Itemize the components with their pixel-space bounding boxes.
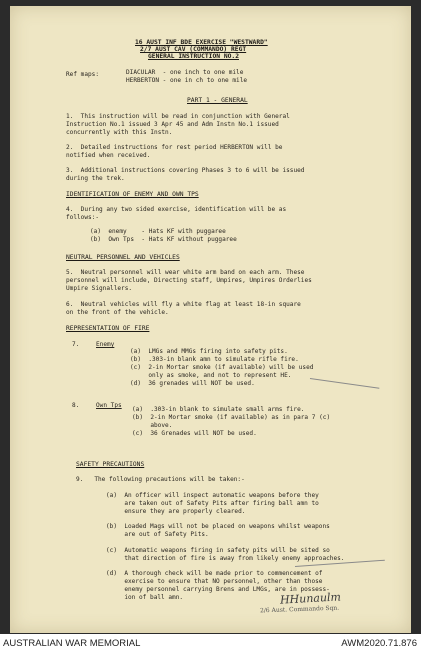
fire-enemy-c-line-1: (c) 2-in Mortar smoke (if available) will be used bbox=[130, 364, 314, 371]
safety-d-line-1: (d) A thorough check will be made prior to commencement of bbox=[106, 570, 323, 577]
footer-accession-number: AWM2020.71.876 bbox=[341, 638, 417, 649]
para-2-line-2: notified when received. bbox=[66, 152, 151, 159]
para-2-line-1: 2. Detailed instructions for rest period HERBERTON will be bbox=[66, 144, 283, 151]
para-6-line-2: on the front of the vehicle. bbox=[66, 309, 169, 316]
para-8-number: 8. bbox=[72, 402, 80, 409]
part1-heading: PART 1 - GENERAL bbox=[187, 97, 248, 104]
para-4-line-2: follows:- bbox=[66, 214, 100, 221]
para-9-line: 9. The following precautions will be taken:- bbox=[76, 476, 245, 483]
para-6-line-1: 6. Neutral vehicles will fly a white flag at least 18-in square bbox=[66, 301, 301, 308]
signature: HHunaulm bbox=[279, 590, 342, 607]
own-tps-subheading: Own Tps bbox=[96, 402, 122, 409]
pencil-mark bbox=[310, 378, 379, 389]
para-3-line-1: 3. Additional instructions covering Phases 3 to 6 will be issued bbox=[66, 167, 305, 174]
fire-heading: REPRESENTATION OF FIRE bbox=[66, 325, 150, 332]
header-line-1: 16 AUST INF BDE EXERCISE "WESTWARD" bbox=[135, 39, 268, 46]
safety-a-line-1: (a) An officer will inspect automatic weapons before they bbox=[106, 492, 319, 499]
header-line-3: GENERAL INSTRUCTION NO.2 bbox=[148, 53, 239, 60]
safety-b-line-2: are out of Safety Pits. bbox=[106, 531, 209, 538]
neutral-heading: NEUTRAL PERSONNEL AND VEHICLES bbox=[66, 254, 180, 261]
para-3-line-2: during the trek. bbox=[66, 175, 125, 182]
fire-enemy-a: (a) LMGs and MMGs firing into safety pits. bbox=[130, 348, 288, 355]
safety-d-line-3: enemy personnel carrying Brens and LMGs, are in possess- bbox=[106, 586, 330, 593]
safety-c-line-1: (c) Automatic weapons firing in safety pits will be sited so bbox=[106, 547, 330, 554]
para-5-line-2: personnel will include, Directing staff, Umpires, Umpires Orderlies bbox=[66, 277, 312, 284]
fire-own-b-line-2: above. bbox=[132, 422, 173, 429]
safety-d-line-2: exercise to ensure that NO personnel, other than those bbox=[106, 578, 323, 585]
para-1-line-3: concurrently with this Instn. bbox=[66, 129, 173, 136]
ident-item-b: (b) Own Tps - Hats KF without puggaree bbox=[90, 236, 237, 243]
document-page bbox=[10, 6, 411, 633]
para-5-line-1: 5. Neutral personnel will wear white arm band on each arm. These bbox=[66, 269, 305, 276]
fire-own-a: (a) .303-in blank to simulate small arms fire. bbox=[132, 406, 305, 413]
fire-own-b-line-1: (b) 2-in Mortar smoke (if available) as in para 7 (c) bbox=[132, 414, 331, 421]
safety-heading: SAFETY PRECAUTIONS bbox=[76, 461, 145, 468]
ident-heading: IDENTIFICATION OF ENEMY AND OWN TPS bbox=[66, 191, 199, 198]
para-1-line-2: Instruction No.1 issued 3 Apr 45 and Adm Instn No.1 issued bbox=[66, 121, 279, 128]
archive-footer bbox=[0, 634, 421, 653]
fire-enemy-d: (d) 36 grenades will NOT be used. bbox=[130, 380, 255, 387]
fire-enemy-c-line-2: only as smoke, and not to represent HE. bbox=[130, 372, 292, 379]
safety-c-line-2: that direction of fire is away from likely enemy approaches. bbox=[106, 555, 345, 562]
enemy-subheading: Enemy bbox=[96, 341, 115, 348]
footer-institution: AUSTRALIAN WAR MEMORIAL bbox=[3, 638, 141, 649]
para-5-line-3: Umpire Signallers. bbox=[66, 285, 133, 292]
unit-stamp: 2/6 Aust. Commando Sqn. bbox=[259, 604, 340, 615]
fire-own-c: (c) 36 Grenades will NOT be used. bbox=[132, 430, 257, 437]
safety-d-line-4: ion of ball amn. bbox=[106, 594, 184, 601]
para-7-number: 7. bbox=[72, 341, 80, 348]
safety-b-line-1: (b) Loaded Mags will not be placed on weapons whilst weapons bbox=[106, 523, 330, 530]
fire-enemy-b: (b) .303-in blank amn to simulate rifle fire. bbox=[130, 356, 299, 363]
ident-item-a: (a) enemy - Hats KF with puggaree bbox=[90, 228, 226, 235]
safety-a-line-2: are taken out of Safety Pits after firing ball amn to bbox=[106, 500, 319, 507]
refmaps-map-2: HERBERTON - one in ch to one mile bbox=[126, 77, 248, 84]
refmaps-map-1: DIACULAR - one inch to one mile bbox=[126, 69, 244, 76]
header-line-2: 2/7 AUST CAV (COMMANDO) REGT bbox=[140, 46, 247, 53]
safety-a-line-3: ensure they are properly cleared. bbox=[106, 508, 246, 515]
para-4-line-1: 4. During any two sided exercise, identification will be as bbox=[66, 206, 287, 213]
para-1-line-1: 1. This instruction will be read in conjunction with General bbox=[66, 113, 290, 120]
refmaps-label: Ref maps: bbox=[66, 71, 100, 78]
